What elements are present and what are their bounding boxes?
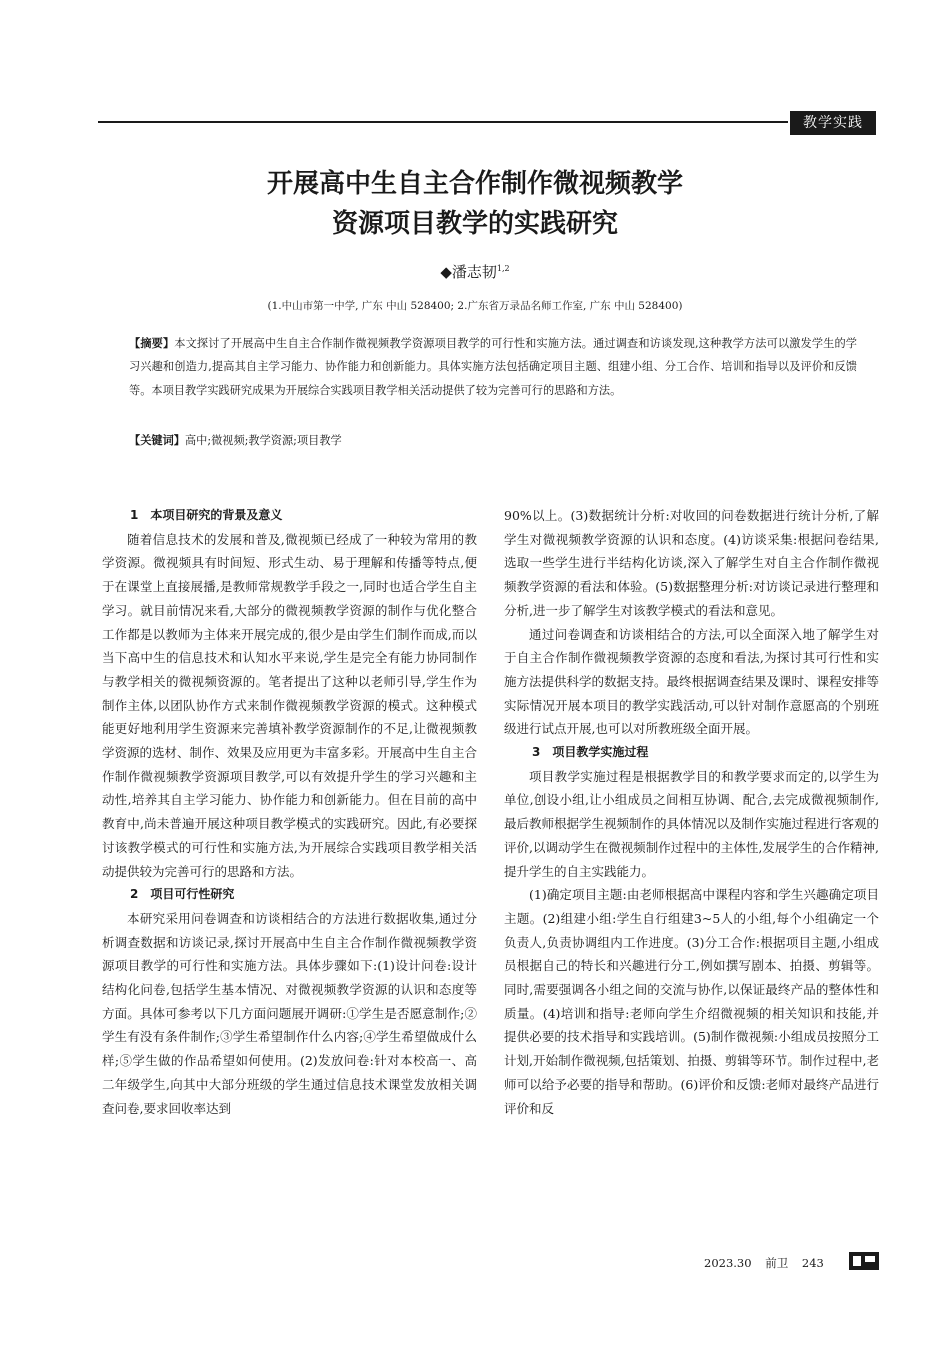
author-name: ◆潘志韧 [440,263,497,281]
footer-journal: 前卫 [765,1256,789,1270]
abstract [129,332,857,402]
affiliation: (1.中山市第一中学, 广东 中山 528400; 2.广东省万录品名师工作室, 广东 中山 528400) [267,300,683,312]
right-column [504,504,879,1120]
section-3-paragraph-1: 项目教学实施过程是根据教学目的和教学要求而定的,以学生为单位,创设小组,让小组成员之间相互协调、配合,去完成微视频制作,最后教师根据学生视频制作的具体情况以及制作实施过程进行客观的评价,以调动学生在微视频制作过程中的主体性,发展学生的合作精神,提升学生的自主实践能力。 [504,768,880,879]
journal-logo-icon [849,1252,879,1270]
footer-page-number: 243 [801,1256,824,1270]
keywords-text: 高中;微视频;教学资源;项目教学 [184,434,342,447]
keywords [129,430,857,452]
keywords-label: 【关键词】 [129,434,185,447]
author-superscript: 1,2 [496,264,510,273]
page-footer [704,1255,834,1271]
header-rule [98,121,788,123]
section-tag: 教学实践 [790,111,876,135]
section-3-heading: 3 项目教学实施过程 [532,745,649,760]
section-2-heading: 2 项目可行性研究 [130,887,235,902]
section-2-paragraph-2: 通过问卷调查和访谈相结合的方法,可以全面深入地了解学生对于自主合作制作微视频教学资源的态度和看法,为探讨其可行性和实施方法提供科学的数据支持。最终根据调查结果及课时、课程安排等实际情况开展本项目的教学实践活动,可以针对制作意愿高的个别班级进行试点开展,也可以对所教班级全面开展。 [504,626,880,737]
title-line-1: 开展高中生自主合作制作微视频教学 [266,169,683,199]
footer-issue: 2023.30 [704,1256,752,1270]
section-2-paragraph-1-continued: 90%以上。(3)数据统计分析:对收回的问卷数据进行统计分析,了解学生对微视频教学资源的认识和态度。(4)访谈采集:根据问卷结果,选取一些学生进行半结构化访谈,深入了解学生对自主合作制作微视频教学资源的看法和体验。(5)数据整理分析:对访谈记录进行整理和分析,进一步了解学生对该教学模式的看法和意见。 [504,508,879,618]
section-1-paragraph-1: 随着信息技术的发展和普及,微视频已经成了一种较为常用的教学资源。微视频具有时间短、形式生动、易于理解和传播等特点,便于在课堂上直接展播,是教师常规教学手段之一,同时也适合学生自主学习。就目前情况来看,大部分的微视频教学资源的制作与优化整合工作都是以教师为主体来开展完成的,很少是由学生们制作而成,而以当下高中生的信息技术和认知水平来说,学生是完全有能力协同制作与教学相关的微视频资源的。笔者提出了这种以老师引导,学生作为制作主体,以团队协作方式来制作微视频教学资源的模式。这种模式能更好地利用学生资源来完善填补教学资源制作的不足,让微视频教学资源的选材、制作、效果及应用更为丰富多彩。开展高中生自主合作制作微视频教学资源项目教学,可以有效提升学生的学习兴趣和主动性,培养其自主学习能力、协作能力和创新能力。但在目前的高中教育中,尚未普遍开展这种项目教学模式的实践研究。因此,有必要探讨该教学模式的可行性和实施方法,为开展综合实践项目教学相关活动提供较为完善可行的思路和方法。 [102,531,478,879]
article-title [100,164,850,244]
section-3-paragraph-2: (1)确定项目主题:由老师根据高中课程内容和学生兴趣确定项目主题。(2)组建小组:学生自行组建3~5人的小组,每个小组确定一个负责人,负责协调组内工作进度。(3)分工合作:根据项目主题,小组成员根据自己的特长和兴趣进行分工,例如撰写剧本、拍摄、剪辑等。同时,需要强调各小组之间的交流与协作,以保证最终产品的整体性和质量。(4)培训和指导:老师向学生介绍微视频的相关知识和技能,并提供必要的技术指导和实践培训。(5)制作微视频:小组成员按照分工计划,开始制作微视频,包括策划、拍摄、剪辑等环节。制作过程中,老师可以给予必要的指导和帮助。(6)评价和反馈:老师对最终产品进行评价和反 [504,887,879,1116]
author [100,258,850,283]
abstract-text: 本文探讨了开展高中生自主合作制作微视频教学资源项目教学的可行性和实施方法。通过调查和访谈发现,这种教学方法可以激发学生的学习兴趣和创造力,提高其自主学习能力、协作能力和创新能力。具体实施方法包括确定项目主题、组建小组、分工合作、培训和指导以及评价和反馈等。本项目教学实践研究成果为开展综合实践项目教学相关活动提供了较为完善可行的思路和方法。 [129,337,857,397]
abstract-label: 【摘要】 [129,337,175,350]
section-1-heading: 1 本项目研究的背景及意义 [130,508,283,522]
section-2-paragraph-1: 本研究采用问卷调查和访谈相结合的方法进行数据收集,通过分析调查数据和访谈记录,探讨开展高中生自主合作制作微视频教学资源项目教学的可行性和实施方法。具体步骤如下:(1)设计问卷:设计结构化问卷,包括学生基本情况、对微视频教学资源的认识和态度等方面。具体可参考以下几方面问题展开调研:①学生是否愿意制作;②学生有没有条件制作;③学生希望制作什么内容;④学生希望做成什么样;⑤学生做的作品希望如何使用。(2)发放问卷:针对本校高一、高二年级学生,向其中大部分班级的学生通过信息技术课堂发放相关调查问卷,要求回收率达到 [102,910,477,1116]
left-column [102,504,477,1120]
title-line-2: 资源项目教学的实践研究 [331,209,618,239]
